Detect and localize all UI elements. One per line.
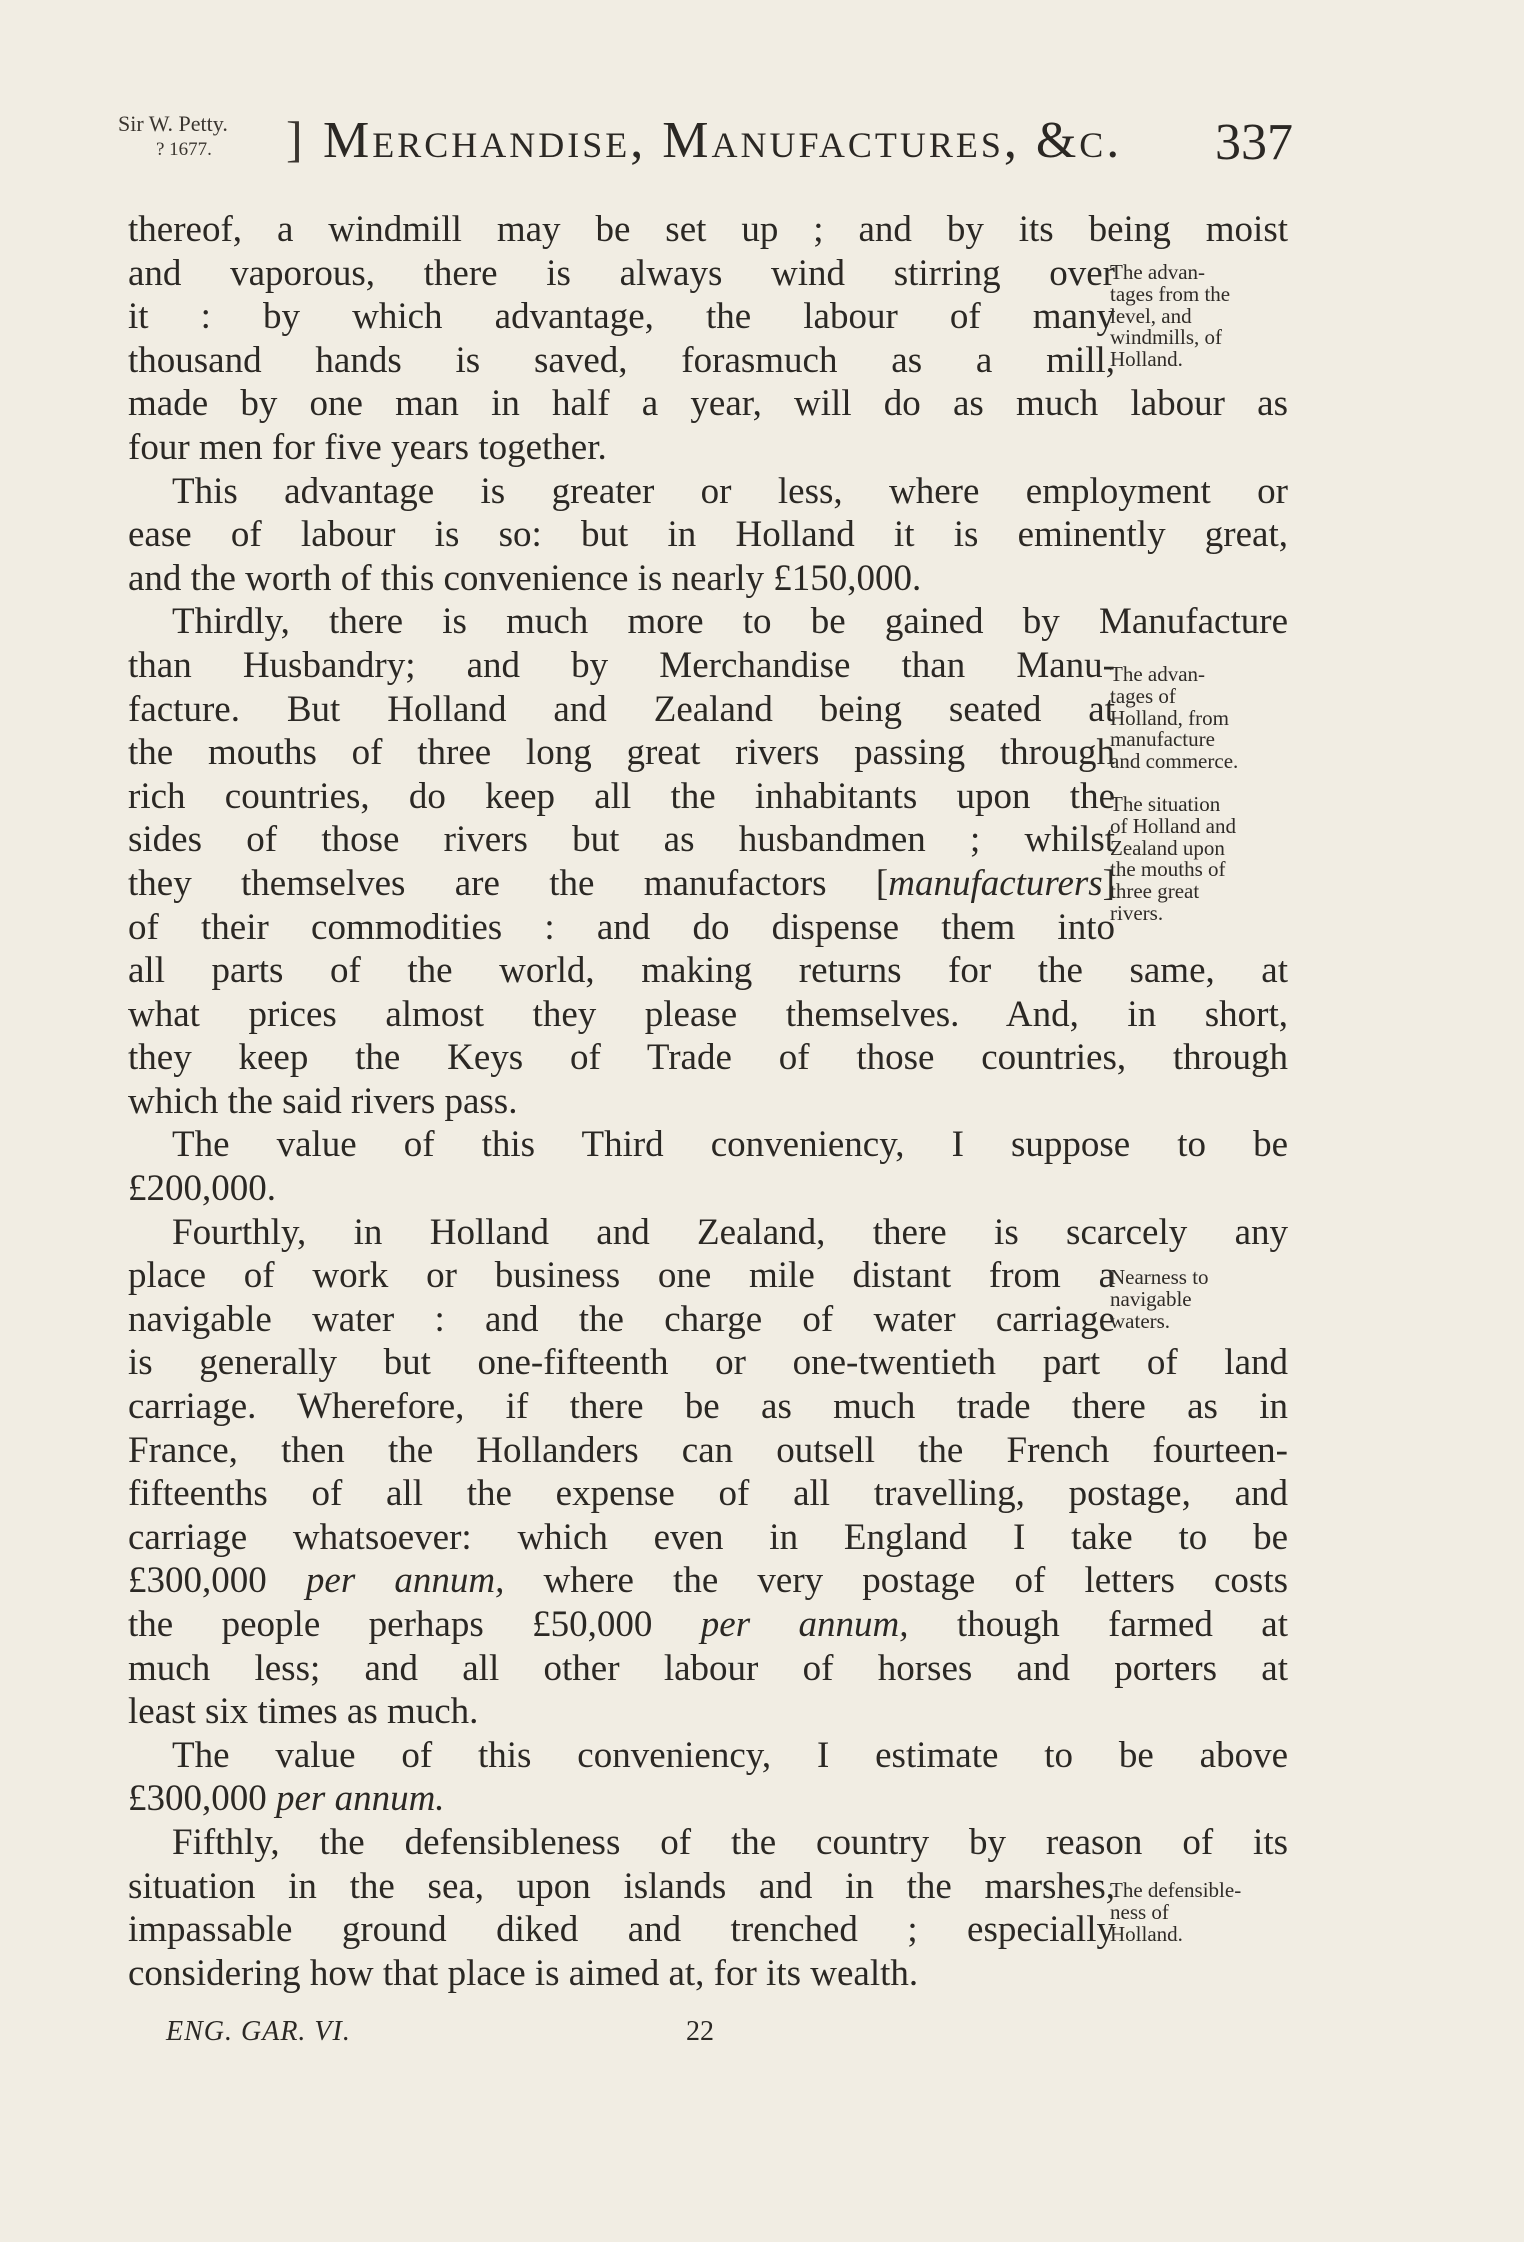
text-line: Thirdly, there is much more to be gained by Manufacture <box>172 601 1288 643</box>
text-line: The value of this Third conveniency, I suppose to be <box>172 1124 1288 1166</box>
text-line: thousand hands is saved, forasmuch as a mill, <box>128 339 1115 381</box>
author-note <box>118 112 313 168</box>
sheet-number: 22 <box>686 2016 714 2047</box>
text-line: of their commodities : and do dispense them into <box>128 906 1115 948</box>
author-date: ? 1677. <box>156 139 212 160</box>
body-text <box>128 208 1288 1995</box>
text-line: This advantage is greater or less, where employment or <box>172 470 1288 512</box>
margin-note-line: ness of <box>1110 1899 1169 1924</box>
text-line: and the worth of this convenience is nearly £150,000. <box>128 557 922 599</box>
text-line: France, then the Hollanders can outsell the French fourteen- <box>128 1429 1288 1471</box>
text-line: made by one man in half a year, will do as much labour as <box>128 383 1288 425</box>
text-run: they themselves are the manufactors [ <box>128 862 889 904</box>
text-line: least six times as much. <box>128 1691 479 1733</box>
text-line: impassable ground diked and trenched ; especially <box>128 1909 1115 1951</box>
author-name: Sir W. Petty. <box>118 111 228 136</box>
text-run: though farmed at <box>908 1604 1288 1645</box>
text-line: is generally but one-fifteenth or one-twentieth part of land <box>128 1342 1288 1384</box>
text-run: £300,000 <box>128 1560 306 1602</box>
text-line: than Husbandry; and by Merchandise than Manu- <box>128 644 1115 686</box>
margin-note-line: The advan- <box>1110 662 1206 686</box>
text-line: place of work or business one mile distant from a <box>128 1255 1115 1297</box>
text-line: navigable water : and the charge of water carriage <box>128 1298 1115 1340</box>
text-line: ease of labour is so: but in Holland it is eminently great, <box>128 514 1288 556</box>
text-line: four men for five years together. <box>128 426 607 468</box>
text-line: carriage whatsoever: which even in England I take to be <box>128 1516 1288 1558</box>
margin-note-line: The defensible- <box>1110 1878 1242 1902</box>
text-line: The value of this conveniency, I estimate to be above <box>172 1734 1288 1776</box>
text-line: the mouths of three long great rivers passing through <box>128 732 1115 774</box>
margin-note-line: The situation <box>1110 792 1221 816</box>
margin-note-line: The advan- <box>1110 260 1206 284</box>
text-line: Fifthly, the defensibleness of the country by reason of its <box>172 1821 1288 1863</box>
margin-note-line: of Holland and <box>1110 813 1236 838</box>
text-line: much less; and all other labour of horses and porters at <box>128 1647 1288 1689</box>
margin-note <box>1110 1267 1300 1332</box>
text-line: situation in the sea, upon islands and in the marshes, <box>128 1865 1115 1907</box>
text-line <box>128 862 1115 906</box>
margin-note-line: waters. <box>1110 1308 1171 1333</box>
text-line: and vaporous, there is always wind stirring over <box>128 252 1115 294</box>
text-line: £200,000. <box>128 1168 276 1210</box>
margin-note-line: Holland, from <box>1110 705 1229 730</box>
margin-note-line: manufacture <box>1110 727 1215 752</box>
page-footer <box>166 2016 866 2056</box>
text-line <box>128 1777 1288 1821</box>
running-title: Merchandise, Manufactures, &c. <box>323 112 1123 169</box>
margin-note-line: Nearness to <box>1110 1265 1209 1289</box>
margin-note-line: tages from the <box>1110 281 1231 306</box>
margin-note-line: windmills, of <box>1110 325 1223 350</box>
italic-run: per annum. <box>276 1778 445 1820</box>
text-run: the people perhaps £50,000 <box>128 1604 701 1645</box>
text-line: Fourthly, in Holland and Zealand, there is scarcely any <box>172 1211 1288 1253</box>
author-bracket: ] <box>286 111 303 167</box>
text-line: which the said rivers pass. <box>128 1080 518 1122</box>
text-line: sides of those rivers but as husbandmen ; whilst <box>128 819 1115 861</box>
text-line: fifteenths of all the expense of all travelling, postage, and <box>128 1473 1288 1515</box>
margin-note-line: Holland. <box>1110 1921 1183 1946</box>
text-line: what prices almost they please themselves. And, in short, <box>128 993 1288 1035</box>
running-head <box>118 104 1293 174</box>
text-line: all parts of the world, making returns for the same, at <box>128 950 1288 992</box>
margin-note <box>1110 664 1300 773</box>
text-line: considering how that place is aimed at, for its wealth. <box>128 1952 919 1994</box>
margin-note-line: Holland. <box>1110 347 1183 372</box>
signature-mark: ENG. GAR. VI. <box>166 2016 351 2047</box>
text-run: where the very postage of letters costs <box>504 1560 1288 1602</box>
text-run: ] <box>1102 862 1115 904</box>
italic-run: manufacturers <box>888 862 1103 904</box>
text-run: £300,000 <box>128 1778 276 1820</box>
margin-note-line: three great <box>1110 879 1200 904</box>
italic-run: per annum, <box>700 1604 909 1645</box>
page-number: 337 <box>1215 114 1293 171</box>
margin-note-line: Zealand upon <box>1110 835 1225 860</box>
text-line: thereof, a windmill may be set up ; and by its being moist <box>128 209 1288 250</box>
text-line: it : by which advantage, the labour of many <box>128 296 1115 338</box>
margin-note <box>1110 1880 1300 1945</box>
margin-note-line: rivers. <box>1110 900 1164 925</box>
margin-note-line: navigable <box>1110 1286 1192 1311</box>
text-line: carriage. Wherefore, if there be as much trade there as in <box>128 1386 1288 1428</box>
margin-note-line: level, and <box>1110 303 1192 328</box>
text-line: facture. But Holland and Zealand being seated at <box>128 688 1115 730</box>
margin-note <box>1110 262 1300 371</box>
margin-note-line: and commerce. <box>1110 749 1239 774</box>
italic-run: per annum, <box>305 1560 505 1602</box>
text-line: rich countries, do keep all the inhabitants upon the <box>128 775 1115 817</box>
text-line <box>128 1559 1288 1603</box>
text-line <box>128 1603 1288 1647</box>
margin-note <box>1110 794 1300 925</box>
text-line: they keep the Keys of Trade of those countries, through <box>128 1037 1288 1079</box>
margin-note-line: the mouths of <box>1110 857 1226 882</box>
margin-note-line: tages of <box>1110 683 1176 708</box>
